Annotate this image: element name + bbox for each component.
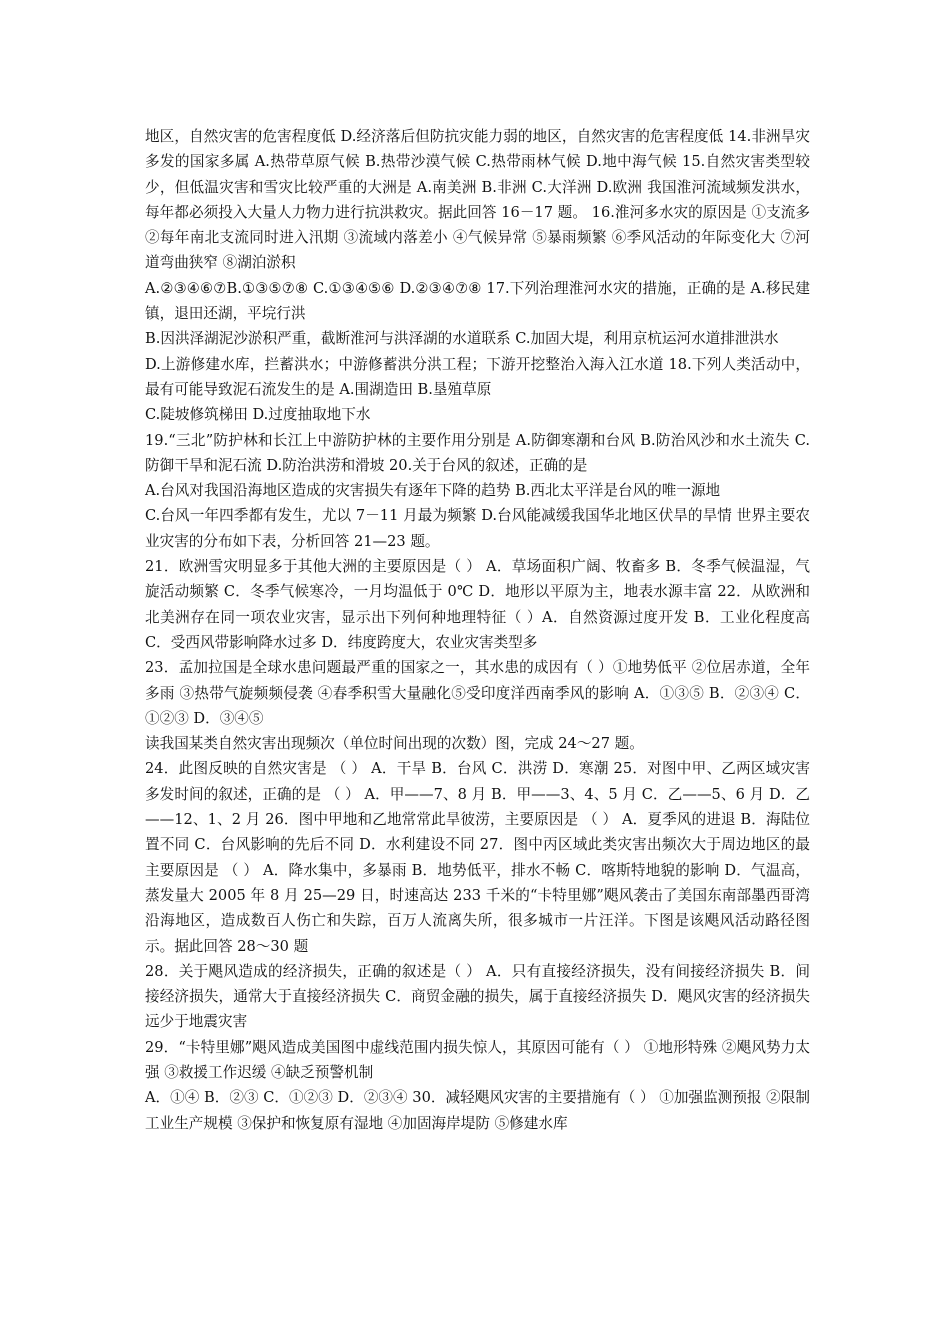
- paragraph: C.陡坡修筑梯田 D.过度抽取地下水: [145, 406, 371, 424]
- paragraph: 29．“卡特里娜”飓风造成美国图中虚线范围内损失惊人，其原因可能有（ ） ①地形特殊 ②飓风势力太强 ③救援工作迟缓 ④缺乏预警机制: [145, 1038, 810, 1081]
- paragraph: C.台风一年四季都有发生，尤以 7－11 月最为频繁 D.台风能减缓我国华北地区伏旱的旱情 世界主要农业灾害的分布如下表，分析回答 21—23 题。: [145, 507, 810, 550]
- paragraph: 28．关于飓风造成的经济损失，正确的叙述是（ ） A．只有直接经济损失，没有间接经济损失 B．间接经济损失，通常大于直接经济损失 C．商贸金融的损失，属于直接经济损失 D．飓风灾害的经济损失远少于地震灾害: [145, 962, 810, 1031]
- paragraph: 读我国某类自然灾害出现频次（单位时间出现的次数）图，完成 24～27 题。: [145, 735, 644, 753]
- paragraph: 地区，自然灾害的危害程度低 D.经济落后但防抗灾能力弱的地区，自然灾害的危害程度低 14.非洲旱灾多发的国家多属 A.热带草原气候 B.热带沙漠气候 C.热带雨林气候 D.地中海气候 15.自然灾害类型较少，但低温灾害和雪灾比较严重的大洲是 A.南美洲 B.非洲 C.大洋洲 D.欧洲 我国淮河流域频发洪水，每年都必须投入大量人力物力进行抗洪救灾。据此回答 16－17 题。 16.淮河多水灾的原因是 ①支流多 ②每年南北支流同时进入汛期 ③流域内落差小 ④气候异常 ⑤暴雨频繁 ⑥季风活动的年际变化大 ⑦河道弯曲狭窄 ⑧湖泊淤积: [145, 128, 810, 272]
- paragraph: 19.“三北”防护林和长江上中游防护林的主要作用分别是 A.防御寒潮和台风 B.防治风沙和水土流失 C.防御干旱和泥石流 D.防治洪涝和滑坡 20.关于台风的叙述，正确的是: [145, 431, 810, 474]
- paragraph: 23．孟加拉国是全球水患问题最严重的国家之一，其水患的成因有（ ）①地势低平 ②位居赤道，全年多雨 ③热带气旋频频侵袭 ④春季积雪大量融化⑤受印度洋西南季风的影响 A．①③⑤ B．②③④ C．①②③ D．③④⑤: [145, 659, 810, 727]
- paragraph: 21．欧洲雪灾明显多于其他大洲的主要原因是（ ） A．草场面积广阔、牧畜多 B．冬季气候温湿，气旋活动频繁 C．冬季气候寒冷，一月均温低于 0℃ D．地形以平原为主，地表水源丰富 22．从欧洲和北美洲存在同一项农业灾害，显示出下列何种地理特征（ ）A．自然资源过度开发 B．工业化程度高 C．受西风带影响降水过多 D．纬度跨度大，农业灾害类型多: [145, 558, 810, 651]
- document-page: [145, 124, 810, 1136]
- paragraph: A.②③④⑥⑦B.①③⑤⑦⑧ C.①③④⑤⑥ D.②③④⑦⑧ 17.下列治理淮河水灾的措施，正确的是 A.移民建镇，退田还湖，平垸行洪: [145, 279, 810, 323]
- paragraph: A．①④ B．②③ C．①②③ D．②③④ 30．减轻飓风灾害的主要措施有（ ） ①加强监测预报 ②限制工业生产规模 ③保护和恢复原有湿地 ④加固海岸堤防 ⑤修建水库: [145, 1089, 810, 1132]
- paragraph: 24．此图反映的自然灾害是 （ ） A．干旱 B．台风 C．洪涝 D．寒潮 25．对图中甲、乙两区域灾害多发时间的叙述，正确的是 （ ） A．甲——7、8 月 B．甲——3、4、5 月 C．乙——5、6 月 D．乙——12、1、2 月 26．图中甲地和乙地常常此旱彼涝，主要原因是 （ ） A．夏季风的进退 B．海陆位置不同 C．台风影响的先后不同 D．水利建设不同 27．图中丙区域此类灾害出频次大于周边地区的最主要原因是 （ ） A．降水集中，多暴雨 B．地势低平，排水不畅 C．喀斯特地貌的影响 D．气温高，蒸发量大 2005 年 8 月 25—29 日，时速高达 233 千米的“卡特里娜”飓风袭击了美国东南部墨西哥湾沿海地区，造成数百人伤亡和失踪，百万人流离失所，很多城市一片汪洋。下图是该飓风活动路径图示。据此回答 28～30 题: [145, 760, 810, 955]
- paragraph: D.上游修建水库，拦蓄洪水；中游修蓄洪分洪工程；下游开挖整治入海入江水道 18.下列人类活动中，最有可能导致泥石流发生的是 A.围湖造田 B.垦殖草原: [145, 355, 810, 398]
- paragraph: B.因洪泽湖泥沙淤积严重，截断淮河与洪泽湖的水道联系 C.加固大堤，利用京杭运河水道排泄洪水: [145, 330, 779, 348]
- paragraph: A.台风对我国沿海地区造成的灾害损失有逐年下降的趋势 B.西北太平洋是台风的唯一源地: [145, 482, 721, 500]
